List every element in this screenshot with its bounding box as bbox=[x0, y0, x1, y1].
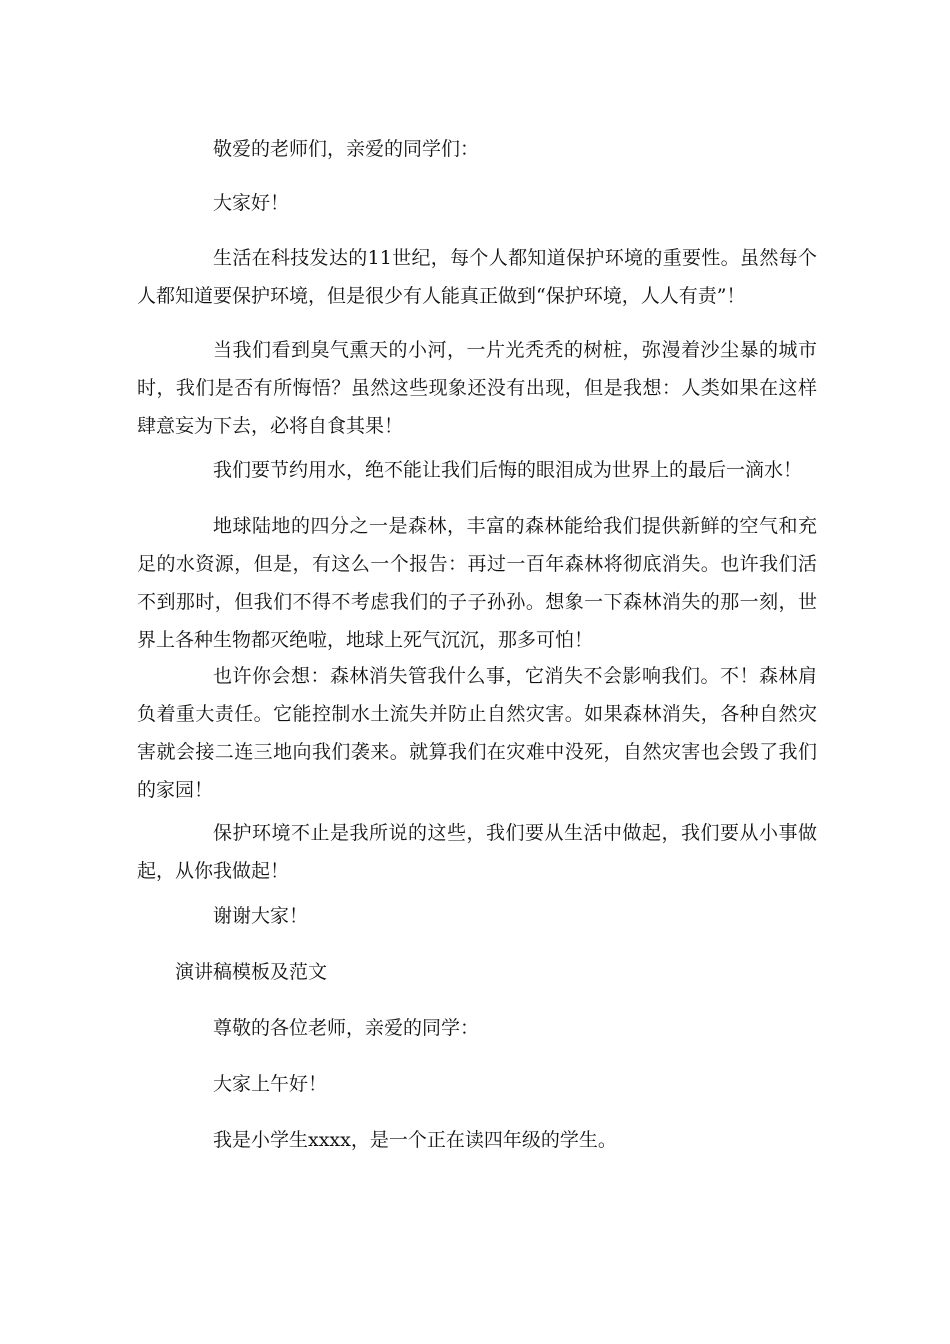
greeting-paragraph-2: 尊敬的各位老师，亲爱的同学： bbox=[213, 1017, 480, 1039]
body-paragraph-5: 也许你会想：森林消失管我什么事，它消失不会影响我们。不！森林肩负着重大责任。它能控制水土流失并防止自然灾害。如果森林消失，各种自然灾害就会接二连三地向我们袭来。就算我们在灾难中没死，自然灾害也会毁了我们的家园！ bbox=[137, 665, 817, 801]
intro-paragraph: 我是小学生xxxx，是一个正在读四年级的学生。 bbox=[213, 1129, 617, 1151]
body-paragraph-1: 生活在科技发达的11世纪，每个人都知道保护环境的重要性。虽然每个人都知道要保护环境，但是很少有人能真正做到“保护环境，人人有责”！ bbox=[137, 247, 817, 307]
thanks-paragraph: 谢谢大家！ bbox=[213, 905, 309, 927]
body-paragraph-2: 当我们看到臭气熏天的小河，一片光秃秃的树桩，弥漫着沙尘暴的城市时，我们是否有所悔悟？虽然这些现象还没有出现，但是我想：人类如果在这样肆意妄为下去，必将自食其果！ bbox=[137, 339, 817, 437]
hello-paragraph-2: 大家上午好！ bbox=[213, 1073, 328, 1095]
body-paragraph-4: 地球陆地的四分之一是森林，丰富的森林能给我们提供新鲜的空气和充足的水资源，但是，有这么一个报告：再过一百年森林将彻底消失。也许我们活不到那时，但我们不得不考虑我们的子子孙孙。想象一下森林消失的那一刻，世界上各种生物都灭绝啦，地球上死气沉沉，那多可怕！ bbox=[137, 515, 817, 651]
body-paragraph-6: 保护环境不止是我所说的这些，我们要从生活中做起，我们要从小事做起，从你我做起！ bbox=[137, 822, 817, 882]
body-paragraph-3: 我们要节约用水，绝不能让我们后悔的眼泪成为世界上的最后一滴水！ bbox=[213, 459, 803, 481]
section-title: 演讲稿模板及范文 bbox=[175, 961, 328, 983]
greeting-paragraph: 敬爱的老师们，亲爱的同学们： bbox=[213, 138, 480, 160]
hello-paragraph: 大家好！ bbox=[213, 192, 290, 214]
